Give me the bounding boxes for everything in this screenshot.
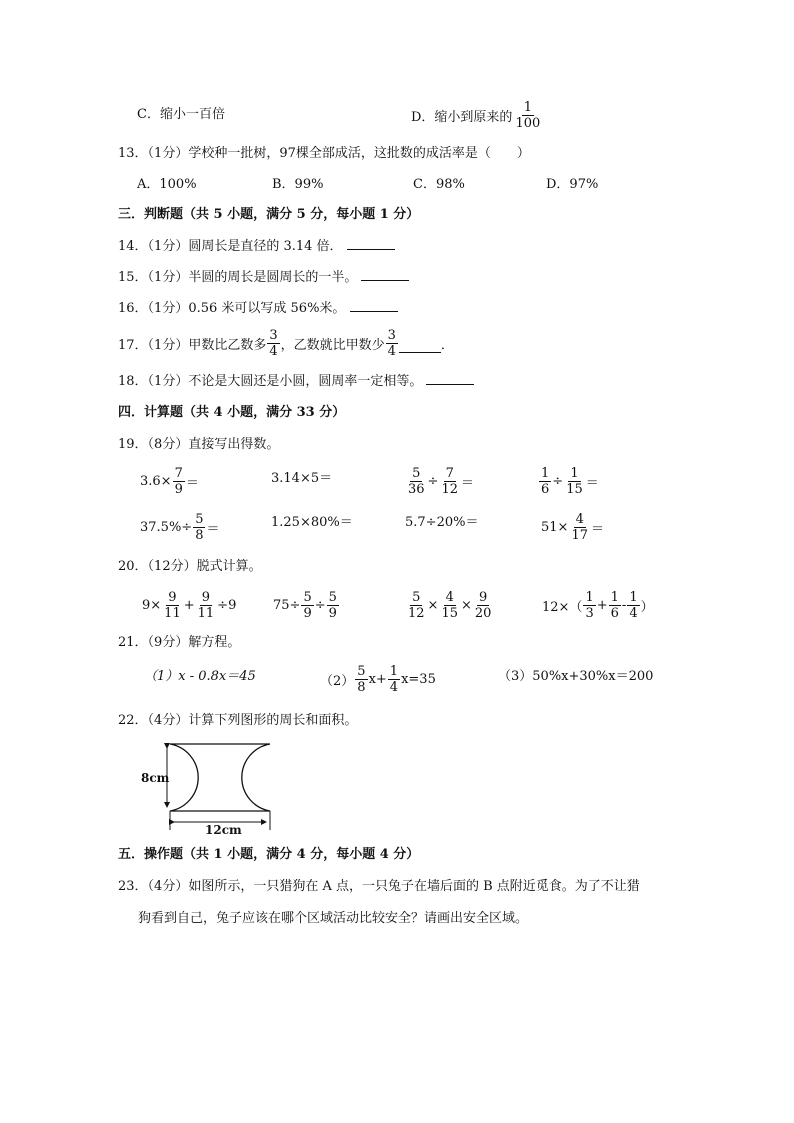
answer-blank[interactable] (350, 311, 398, 312)
fraction-denominator: 3 (585, 606, 594, 621)
fraction (406, 590, 427, 621)
fraction-denominator: 17 (571, 528, 588, 543)
fraction-numerator: 1 (610, 590, 619, 605)
fraction (569, 512, 590, 543)
q20-expr-2 (273, 590, 340, 621)
expr-text: 75÷ (273, 598, 301, 613)
q13-option-c: C．98% (413, 177, 465, 192)
expr-text: （2） (320, 674, 355, 689)
expr-text: 37.5%÷ (140, 520, 193, 535)
section-5-title: 五．操作题（共 1 小题，满分 4 分，每小题 4 分） (118, 847, 420, 862)
q19-expr-8 (541, 512, 604, 543)
q19-expr-7: 5.7÷20%＝ (405, 515, 479, 530)
shape-outline (170, 744, 270, 811)
expr-equals: ＝ (590, 522, 604, 537)
fraction-numerator: 1 (541, 466, 550, 481)
q17-end: ． (440, 338, 454, 353)
fraction-denominator: 100 (515, 116, 541, 131)
q20-question: 20．（12分）脱式计算。 (118, 559, 262, 574)
fraction-numerator: 1 (585, 590, 594, 605)
fraction-numerator: 1 (570, 466, 579, 481)
q18-question (118, 373, 474, 391)
fraction-numerator: 1 (629, 590, 638, 605)
q13-option-b: B．99% (272, 177, 324, 192)
q15-question (118, 269, 409, 287)
expr-operator: × (461, 598, 472, 613)
expr-equals: ＝ (461, 476, 475, 491)
expr-operator: + (596, 598, 608, 613)
fraction-numerator: 5 (412, 466, 421, 481)
q13-question: 13．（1分）学校种一批树，97棵全部成活，这批数的成活率是（ ） (118, 146, 530, 161)
fraction-numerator: 9 (479, 590, 488, 605)
q19-expr-2: 3.14×5＝ (271, 471, 333, 486)
fraction-denominator: 4 (269, 344, 278, 359)
q22-question: 22．（4分）计算下列图形的周长和面积。 (118, 713, 358, 728)
expr-text: ） (640, 600, 654, 615)
q21-equation-2 (320, 664, 436, 695)
fraction (327, 590, 339, 621)
q21-equation-3: （3）50%x+30%x＝200 (498, 669, 654, 684)
q17-question (118, 328, 454, 359)
q19-expr-1 (140, 466, 199, 497)
fraction-numerator: 9 (201, 590, 211, 605)
q14-question (118, 238, 395, 256)
height-label: 8cm (141, 771, 170, 785)
fraction-denominator: 12 (441, 482, 458, 497)
expr-text: 3.6× (140, 474, 172, 489)
q19-expr-3 (405, 466, 474, 497)
expr-equals: ＝ (585, 476, 599, 491)
fraction (301, 590, 313, 621)
q12-option-c: C．缩小一百倍 (137, 107, 225, 122)
fraction (196, 590, 217, 621)
expr-operator: × (427, 598, 439, 613)
fraction-denominator: 4 (629, 606, 638, 621)
fraction-numerator: 5 (357, 664, 366, 679)
fraction-denominator: 4 (389, 680, 399, 695)
expr-text: 51× (541, 520, 569, 535)
fraction-denominator: 11 (164, 606, 181, 621)
fraction (162, 590, 183, 621)
q17-text-2: ，乙数就比甲数少 (280, 338, 385, 353)
fraction-denominator: 15 (566, 482, 583, 497)
q21-equation-1: （1）x - 0.8x＝45 (144, 669, 256, 684)
fraction-numerator: 5 (328, 590, 337, 605)
fraction-numerator: 1 (523, 100, 532, 115)
fraction (388, 664, 400, 695)
fraction-denominator: 8 (357, 680, 366, 695)
q17-fraction-2 (386, 328, 398, 359)
q19-expr-6: 1.25×80%＝ (271, 515, 353, 530)
expr-text: x+ (368, 672, 387, 687)
fraction-numerator: 5 (195, 512, 204, 527)
fraction (627, 590, 639, 621)
fraction-numerator: 7 (445, 466, 454, 481)
q20-expr-1 (142, 590, 236, 621)
q14-text: 14．（1分）圆周长是直径的 3.14 倍． (118, 239, 343, 254)
q19-expr-5 (140, 512, 220, 543)
fraction (173, 466, 185, 497)
section-4-title: 四．计算题（共 4 小题，满分 33 分） (118, 405, 346, 420)
q18-text: 18．（1分）不论是大圆还是小圆，圆周率一定相等。 (118, 374, 423, 389)
answer-blank[interactable] (347, 249, 395, 250)
expr-operator: - (621, 598, 627, 613)
fraction-denominator: 6 (541, 482, 550, 497)
q15-text: 15．（1分）半圆的周长是圆周长的一半。 (118, 270, 358, 285)
q17-fraction-1 (267, 328, 279, 359)
q20-expr-3 (405, 590, 494, 621)
fraction (439, 466, 460, 497)
fraction-numerator: 3 (269, 328, 278, 343)
fraction (539, 466, 551, 497)
fraction-denominator: 11 (197, 606, 215, 621)
expr-text: 12×（ (542, 600, 583, 615)
expr-equals: ＝ (206, 522, 220, 537)
answer-blank[interactable] (426, 384, 474, 385)
fraction-numerator: 4 (445, 590, 454, 605)
q17-text-1: 17．（1分）甲数比乙数多 (118, 338, 267, 353)
fraction (406, 466, 427, 497)
fraction (439, 590, 460, 621)
q12-option-d-fraction (513, 100, 542, 131)
fraction-numerator: 5 (412, 590, 421, 605)
fraction-denominator: 20 (474, 606, 492, 621)
q12-option-d-text: D．缩小到原来的 (411, 110, 513, 125)
answer-blank[interactable] (361, 280, 409, 281)
q20-expr-4 (542, 590, 654, 621)
answer-blank[interactable] (399, 352, 441, 353)
expr-text: ÷9 (217, 598, 237, 613)
fraction-denominator: 9 (174, 482, 183, 497)
fraction-denominator: 9 (303, 606, 312, 621)
fraction-denominator: 36 (408, 482, 425, 497)
q19-expr-4 (538, 466, 599, 497)
fraction-numerator: 4 (575, 512, 584, 527)
width-label: 12cm (205, 823, 242, 837)
q16-question (118, 300, 398, 318)
fraction-denominator: 8 (195, 528, 204, 543)
fraction (355, 664, 367, 695)
fraction-numerator: 7 (174, 466, 183, 481)
expr-operator: ÷ (427, 474, 439, 489)
q21-question: 21．（9分）解方程。 (118, 635, 241, 650)
q16-text: 16．（1分）0.56 米可以写成 56%米。 (118, 301, 346, 316)
fraction-denominator: 9 (328, 606, 337, 621)
q23-line-1: 23．（4分）如图所示，一只猎狗在 A 点，一只兔子在墙后面的 B 点附近觅食。为了不让猎 (118, 879, 640, 894)
q12-option-d (411, 100, 543, 131)
fraction (473, 590, 494, 621)
fraction (583, 590, 595, 621)
q13-option-a: A．100% (137, 177, 197, 192)
fraction (193, 512, 205, 543)
expr-operator: ÷ (314, 598, 326, 613)
fraction-numerator: 3 (387, 328, 396, 343)
q23-line-2: 狗看到自己，兔子应该在哪个区域活动比较安全？请画出安全区域。 (138, 911, 529, 926)
fraction-numerator: 5 (303, 590, 312, 605)
q13-option-d: D．97% (546, 177, 599, 192)
fraction-denominator: 15 (441, 606, 458, 621)
fraction-denominator: 4 (387, 344, 396, 359)
fraction-denominator: 12 (408, 606, 425, 621)
expr-equals: ＝ (185, 476, 199, 491)
expr-text: x=35 (401, 672, 436, 687)
fraction (609, 590, 621, 621)
expr-operator: + (183, 598, 195, 613)
expr-text: 9× (142, 598, 162, 613)
q19-question: 19．（8分）直接写出得数。 (118, 437, 280, 452)
fraction-denominator: 6 (610, 606, 619, 621)
fraction-numerator: 1 (389, 664, 399, 679)
expr-operator: ÷ (552, 474, 564, 489)
fraction-numerator: 9 (168, 590, 177, 605)
fraction (564, 466, 585, 497)
section-3-title: 三．判断题（共 5 小题，满分 5 分，每小题 1 分） (118, 207, 420, 222)
